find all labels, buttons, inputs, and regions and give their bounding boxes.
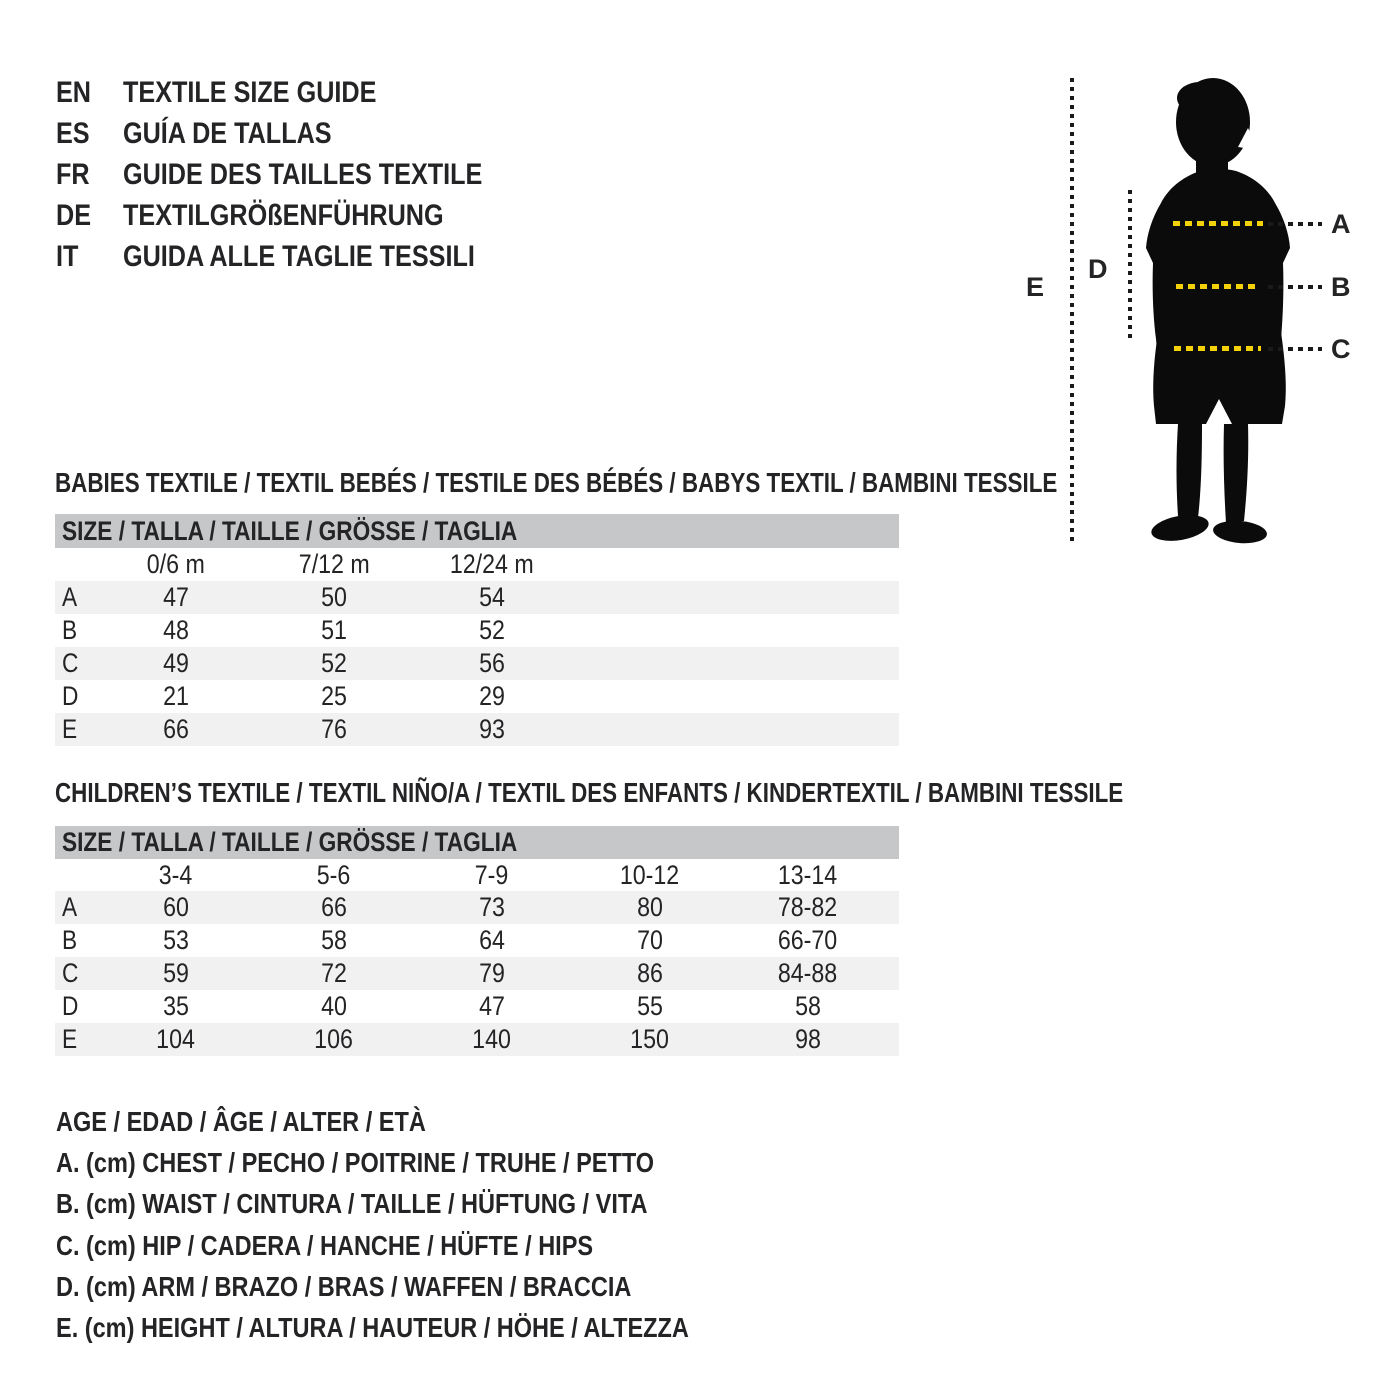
legend-chest: A. (cm) CHEST / PECHO / POITRINE / TRUHE / PETTO <box>56 1146 655 1178</box>
measurement-legend <box>56 1101 809 1349</box>
legend-height: E. (cm) HEIGHT / ALTURA / HAUTEUR / HÖHE / ALTEZZA <box>56 1312 689 1344</box>
babies-col-2: 12/24 m <box>450 549 534 579</box>
children-size-table <box>55 859 899 1056</box>
table-row: D 21 25 29 <box>62 681 505 711</box>
label-waist-b: B <box>1331 272 1351 302</box>
language-title: GUIDE DES TAILLES TEXTILE <box>123 157 483 191</box>
table-row: B 53 58 64 70 66-70 <box>62 925 838 955</box>
children-col-3: 10-12 <box>620 859 680 890</box>
table-row: A 47 50 54 <box>55 581 899 614</box>
children-column-header-row <box>55 859 899 891</box>
babies-size-header-bar <box>55 514 899 548</box>
children-col-4: 13-14 <box>778 859 838 890</box>
hip-leader-dash <box>1268 347 1322 351</box>
label-hip-c: C <box>1331 334 1351 364</box>
legend-waist: B. (cm) WAIST / CINTURA / TAILLE / HÜFTUNG / VITA <box>56 1188 648 1220</box>
children-col-1: 5-6 <box>317 859 351 890</box>
children-section-title: CHILDREN’S TEXTILE / TEXTIL NIÑO/A / TEXTIL DES ENFANTS / KINDERTEXTIL / BAMBINI TESSILE <box>55 777 1124 808</box>
table-row: C 49 52 56 <box>55 647 899 680</box>
language-code: IT <box>56 239 79 273</box>
babies-col-0: 0/6 m <box>146 549 206 579</box>
waist-measure-dash <box>1176 284 1259 289</box>
children-col-2: 7-9 <box>475 859 509 890</box>
chest-leader-dash <box>1268 222 1322 226</box>
table-row: E 104 106 140 150 98 <box>55 1023 899 1056</box>
table-row: E 66 76 93 <box>55 713 899 746</box>
chest-measure-dash <box>1173 221 1263 226</box>
hip-measure-dash <box>1174 346 1261 351</box>
legend-hip: C. (cm) HIP / CADERA / HANCHE / HÜFTE / HIPS <box>56 1229 594 1261</box>
measurement-figure <box>0 0 1400 600</box>
language-title: TEXTILE SIZE GUIDE <box>123 75 377 109</box>
language-code: FR <box>56 157 90 191</box>
babies-column-header-row <box>55 548 899 581</box>
language-title: GUÍA DE TALLAS <box>123 116 332 150</box>
label-arm-d: D <box>1088 254 1108 284</box>
language-code: DE <box>56 198 92 232</box>
table-row: D 35 40 47 55 58 <box>62 991 821 1021</box>
label-height-e: E <box>1026 272 1045 302</box>
language-code: ES <box>56 116 90 150</box>
table-row: C 59 72 79 86 84-88 <box>55 957 899 990</box>
babies-section-title: BABIES TEXTILE / TEXTIL BEBÉS / TESTILE DES BÉBÉS / BABYS TEXTIL / BAMBINI TESSILE <box>55 467 1058 498</box>
children-size-header-text: SIZE / TALLA / TAILLE / GRÖSSE / TAGLIA <box>62 827 518 857</box>
legend-arm: D. (cm) ARM / BRAZO / BRAS / WAFFEN / BRACCIA <box>56 1270 632 1302</box>
legend-age: AGE / EDAD / ÂGE / ALTER / ETÀ <box>56 1105 426 1137</box>
table-row: A 60 66 73 80 78-82 <box>55 891 899 924</box>
table-row: B 48 51 52 <box>62 615 505 645</box>
waist-leader-dash <box>1268 285 1322 289</box>
babies-col-1: 7/12 m <box>298 549 370 579</box>
language-title: GUIDA ALLE TAGLIE TESSILI <box>123 239 475 273</box>
children-col-0: 3-4 <box>159 859 193 890</box>
babies-size-header-text: SIZE / TALLA / TAILLE / GRÖSSE / TAGLIA <box>62 515 518 546</box>
babies-size-table <box>55 548 899 746</box>
children-size-header-bar <box>55 826 899 859</box>
label-chest-a: A <box>1331 209 1351 239</box>
language-title: TEXTILGRÖßENFÜHRUNG <box>123 198 444 232</box>
language-code: EN <box>56 75 92 109</box>
arm-measure-line <box>1128 190 1132 342</box>
